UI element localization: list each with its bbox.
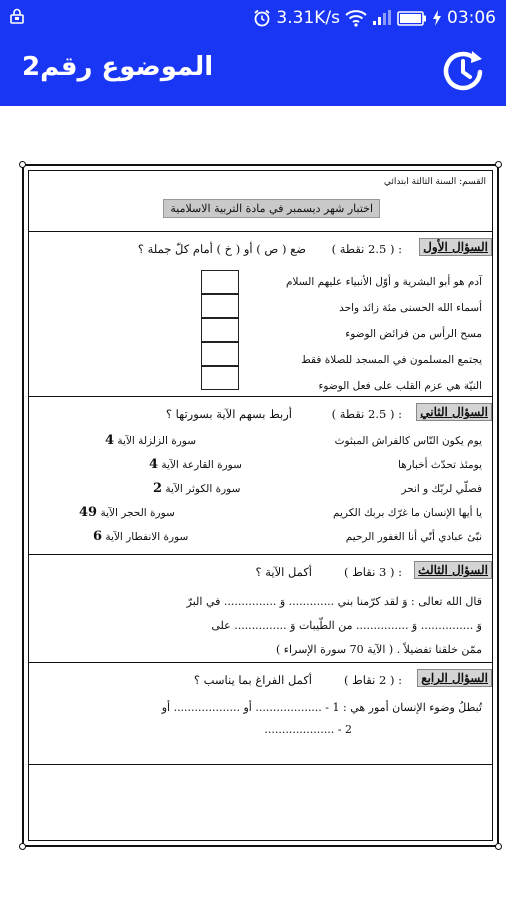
answer-box: [201, 294, 239, 318]
surah-name: سورة الحجر الآية: [100, 507, 175, 519]
class-level: القسم: السنة الثالثة ابتدائي: [383, 177, 486, 187]
statement-item: مسح الرأس من فرائض الوضوء: [345, 328, 482, 340]
question-2: [29, 396, 492, 554]
fill-line: وَ ............... وَ ............... من الطّيبات وَ ............... على: [211, 619, 482, 632]
verse-number: 4: [149, 457, 159, 472]
question-points: : ( 2.5 نقطة ): [331, 242, 402, 256]
surah-item: [105, 433, 196, 448]
battery-icon: [397, 11, 427, 26]
statement-item: النيّة هي عزم القلب على فعل الوضوء: [318, 380, 482, 392]
section-divider: [29, 764, 492, 765]
surah-name: سورة الانفطار الآية: [105, 531, 189, 543]
surah-item: [153, 481, 240, 496]
answer-box: [201, 318, 239, 342]
question-points: : ( 2 نقاط ): [344, 673, 402, 687]
sheet-corner: [19, 161, 26, 168]
surah-name: سورة الكوثر الآية: [165, 483, 241, 495]
question-3: [29, 554, 492, 662]
question-label: السؤال الثاني: [416, 403, 492, 421]
fill-line: ممّن خلقنا تفضيلاً . ( الآية 70 سورة الإسراء ): [275, 643, 482, 656]
fill-line: قال الله تعالى : وَ لقد كرّمنا بني ............. وَ ............... في البرّ: [186, 595, 482, 608]
fill-line: 2 - ....................: [264, 723, 352, 736]
verse-item: يوم يكون النّاس كالفراش المبثوث: [334, 435, 482, 447]
question-label: السؤال الرابع: [417, 669, 492, 687]
answer-box: [201, 270, 239, 294]
sheet-corner: [19, 843, 26, 850]
signal-icon: [372, 10, 392, 26]
answer-box: [201, 366, 239, 390]
question-1: [29, 231, 492, 396]
verse-item: نبّئ عبادي أنّي أنا الغفور الرحيم: [345, 531, 482, 543]
question-instruction: أكمل الآية ؟: [255, 565, 312, 579]
app-bar: [0, 36, 506, 106]
answer-box: [201, 342, 239, 366]
verse-item: يا أيها الإنسان ما غرّك بربك الكريم: [333, 507, 482, 519]
charging-icon: [432, 10, 442, 26]
statement-item: آدم هو أبو البشرية و أوّل الأنبياء عليهم السلام: [286, 276, 482, 288]
question-label: السؤال الأول: [419, 238, 492, 256]
refresh-button[interactable]: [440, 48, 490, 94]
verse-number: 49: [79, 505, 98, 520]
wifi-icon: [345, 9, 367, 27]
surah-name: سورة الزلزلة الآية: [117, 435, 197, 447]
statement-item: أسماء الله الحسنى مئة زائد واحد: [339, 302, 482, 314]
surah-item: [149, 457, 242, 472]
question-points: : ( 3 نقاط ): [344, 565, 402, 579]
surah-item: [93, 529, 188, 544]
verse-number: 2: [153, 481, 163, 496]
verse-item: فصلّي لربّك و انحر: [401, 483, 482, 495]
sheet-inner-frame: [28, 170, 493, 841]
sheet-corner: [495, 161, 502, 168]
exam-sheet: [22, 164, 499, 847]
question-4: [29, 662, 492, 764]
verse-number: 6: [93, 529, 103, 544]
question-instruction: أربط بسهم الآية بسورتها ؟: [165, 407, 292, 421]
statement-item: يجتمع المسلمون في المسجد للصلاة فقط: [301, 354, 482, 366]
alarm-icon: [253, 9, 271, 27]
network-speed: 3.31K/s: [276, 8, 340, 28]
question-instruction: أكمل الفراغ بما يناسب ؟: [193, 673, 312, 687]
verse-number: 4: [105, 433, 115, 448]
lock-icon: [10, 8, 24, 28]
question-instruction: ضع ( ص ) أو ( خ ) أمام كلّ جملة ؟: [137, 242, 306, 256]
question-points: : ( 2.5 نقطة ): [331, 407, 402, 421]
fill-line: تُبطلُ وضوء الإنسان أمور هي : 1 - ................... أو ................... أو: [161, 701, 482, 714]
exam-title: اختبار شهر ديسمبر في مادة التربية الاسلامية: [163, 199, 380, 218]
clock: 03:06: [447, 8, 496, 28]
verse-item: يومئذ تحدّث أخبارها: [397, 459, 482, 471]
refresh-timer-icon: [440, 79, 490, 98]
surah-item: [79, 505, 175, 520]
surah-name: سورة القارعة الآية: [161, 459, 242, 471]
status-bar: [0, 0, 506, 36]
question-label: السؤال الثالث: [414, 561, 492, 579]
app-title: الموضوع رقم2: [22, 52, 214, 82]
sheet-corner: [495, 843, 502, 850]
